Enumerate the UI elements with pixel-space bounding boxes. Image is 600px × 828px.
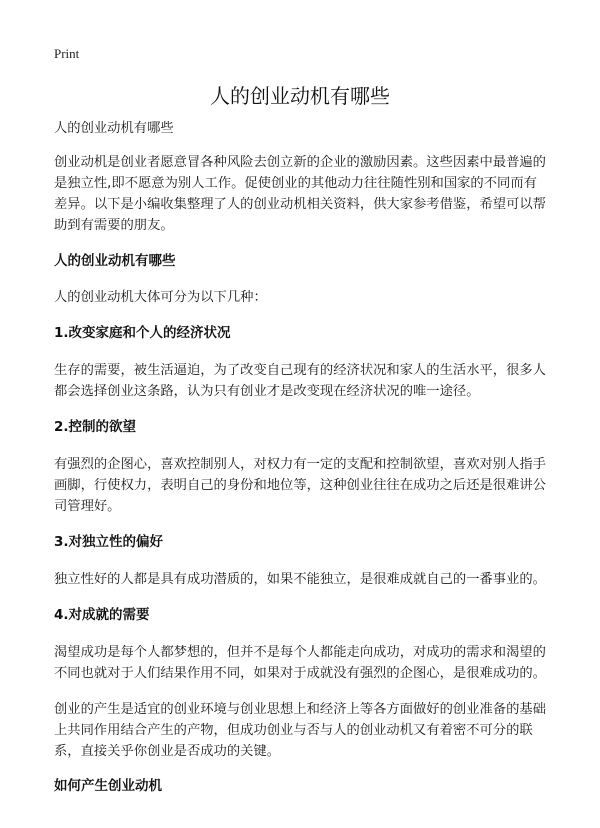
section-body-2: 有强烈的企图心，喜欢控制别人，对权力有一定的支配和控制欲望，喜欢对别人指手画脚，行使权力，表明自己的身份和地位等，这种创业往往在成功之后还是很难讲公司管理好。 <box>54 457 546 514</box>
section-heading-4: 4.对成就的需要 <box>54 607 150 623</box>
section-heading-1: 1.改变家庭和个人的经济状况 <box>54 325 231 341</box>
next-heading: 如何产生创业动机 <box>54 778 162 794</box>
intro-paragraph: 创业动机是创业者愿意冒各种风险去创立新的企业的激励因素。这些因素中最普遍的是独立性,即不愿意为别人工作。促使创业的其他动力往往随性别和国家的不同而有差异。以下是小编收集整理了人的创业动机相关资料，供大家参考借鉴，希望可以帮助到有需要的朋友。 <box>54 155 546 233</box>
section-body-1: 生存的需要，被生活逼迫，为了改变自己现有的经济状况和家人的生活水平，很多人都会选择创业这条路，认为只有创业才是改变现在经济状况的唯一途径。 <box>54 363 546 399</box>
conclusion-paragraph: 创业的产生是适宜的创业环境与创业思想上和经济上等各方面做好的创业准备的基础上共同作用结合产生的产物，但成功创业与否与人的创业动机又有着密不可分的联系，直接关乎你创业是否成功的关键。 <box>54 702 546 759</box>
section-heading-2: 2.控制的欲望 <box>54 419 137 435</box>
print-label: Print <box>54 46 80 61</box>
intro-label: 人的创业动机有哪些 <box>54 121 174 136</box>
main-heading: 人的创业动机有哪些 <box>54 253 176 269</box>
section-body-4: 渴望成功是每个人都梦想的，但并不是每个人都能走向成功，对成功的需求和渴望的不同也就对于人们结果作用不同，如果对于成就没有强烈的企图心，是很难成功的。 <box>54 645 546 681</box>
article-body <box>54 118 548 797</box>
page-title: 人的创业动机有哪些 <box>210 84 390 108</box>
section-body-3: 独立性好的人都是具有成功潜质的，如果不能独立，是很难成就自己的一番事业的。 <box>54 572 546 587</box>
section-heading-3: 3.对独立性的偏好 <box>54 534 164 550</box>
lead-paragraph: 人的创业动机大体可分为以下几种： <box>54 290 267 305</box>
